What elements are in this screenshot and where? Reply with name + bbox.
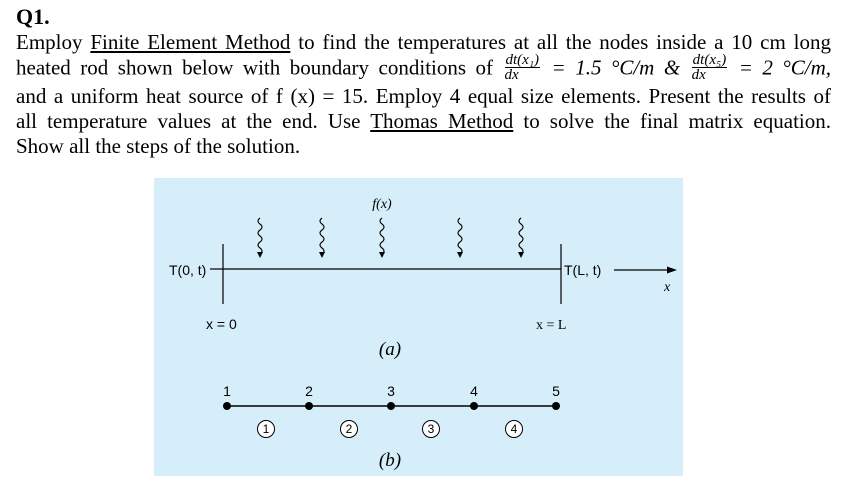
heat-arrowhead (518, 252, 524, 258)
heat-squiggle (519, 218, 523, 254)
boundary-condition-1-value: = 1.5 °C/m & (542, 55, 690, 80)
rod-diagram (154, 178, 683, 476)
node-dot (470, 402, 478, 410)
problem-statement (16, 30, 831, 159)
heat-squiggle (458, 218, 462, 254)
heat-arrowhead (457, 252, 463, 258)
node-labels (223, 383, 560, 399)
node-label: 1 (223, 383, 231, 399)
element-labels (263, 422, 518, 436)
node-label: 5 (552, 383, 560, 399)
problem-line-4: all temperature values at the end. Use Thomas Method to solve the final matrix equation. (16, 109, 831, 133)
right-temperature-label: T(L, t) (564, 262, 602, 278)
node-dot (305, 402, 313, 410)
caption-b: (b) (378, 450, 402, 471)
heat-squiggle (380, 218, 384, 254)
question-number: Q1. (16, 4, 50, 29)
x-zero-label: x = 0 (206, 316, 237, 332)
x-length-label: x = L (536, 318, 567, 333)
boundary-condition-2-value: = 2 °C/m, (729, 55, 831, 80)
node-dot (387, 402, 395, 410)
heat-squiggle (320, 218, 324, 254)
x-axis-label: x (664, 280, 671, 295)
boundary-condition-1-fraction: $\frac{\text{dt(x₁)}}{dx}$ (504, 52, 540, 83)
finite-element-method-link[interactable]: Finite Element Method (90, 30, 291, 54)
element-label: 3 (427, 422, 435, 436)
heat-squiggle (258, 218, 262, 254)
boundary-condition-2-fraction: $\frac{\text{dt(x₅)}}{dx}$ (691, 52, 727, 83)
thomas-method-link[interactable]: Thomas Method (370, 109, 514, 133)
caption-a: (a) (378, 339, 402, 360)
heat-arrowhead (379, 252, 385, 258)
node-label: 4 (470, 383, 478, 399)
heat-arrowhead (257, 252, 263, 258)
left-temperature-label: T(0, t) (169, 262, 207, 278)
element-markers (258, 421, 523, 438)
problem-line-3: and a uniform heat source of f (x) = 15. Employ 4 equal size elements. Present the results of (16, 84, 831, 108)
node-label: 3 (387, 383, 395, 399)
element-label: 4 (510, 422, 518, 436)
node-label: 2 (305, 383, 313, 399)
x-axis-arrowhead (667, 267, 677, 274)
problem-line-2: heated rod shown below with boundary conditions of $\frac{\text{dt(x₁)}}{dx}$ = 1.5 °C/m & $\frac{\text{dt(x₅)}}{dx}$ = 2 °C/m, (16, 52, 831, 83)
heat-arrowheads (257, 252, 524, 258)
problem-line-5: Show all the steps of the solution. (16, 134, 301, 158)
heat-source-label: f(x) (372, 197, 392, 212)
rod-figure (154, 178, 683, 476)
element-label: 1 (262, 422, 270, 436)
problem-line-1: Employ Finite Element Method to find the temperatures at all the nodes inside a 10 cm long (16, 30, 831, 54)
node-dot (552, 402, 560, 410)
node-dot (223, 402, 231, 410)
heat-arrowhead (319, 252, 325, 258)
heat-source-arrows (258, 218, 523, 254)
element-label: 2 (345, 422, 353, 436)
